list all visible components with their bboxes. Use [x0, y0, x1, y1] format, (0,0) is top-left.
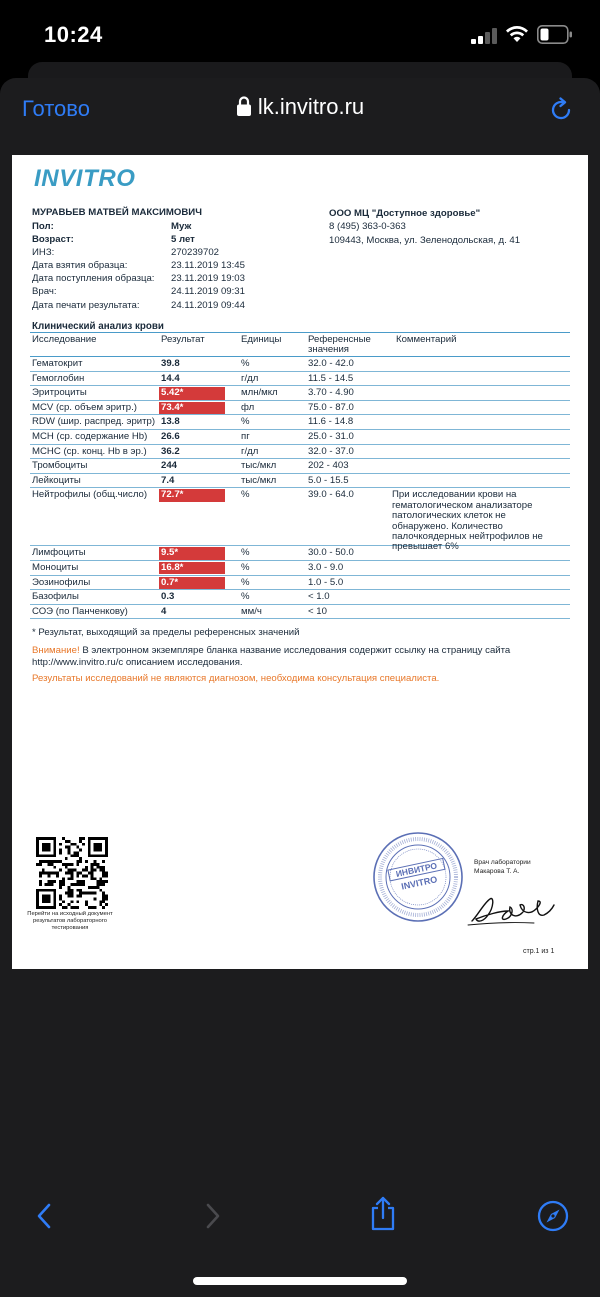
url-text: lk.invitro.ru [257, 94, 365, 119]
test-units: пг [241, 430, 250, 442]
test-result: 26.6 [161, 430, 180, 442]
home-indicator[interactable] [193, 1277, 407, 1285]
test-reference: 3.70 - 4.90 [308, 387, 354, 399]
test-reference: 11.5 - 14.5 [308, 372, 354, 384]
patient-field-label: Врач: [32, 286, 57, 298]
patient-field-label: Дата печати результата: [32, 299, 140, 311]
test-units: мм/ч [241, 605, 262, 617]
test-name[interactable]: Базофилы [32, 591, 79, 603]
table-row [30, 474, 570, 489]
doctor-name: Макарова Т. А. [474, 868, 520, 875]
table-row [30, 415, 570, 430]
test-units: г/дл [241, 445, 259, 457]
test-reference: < 10 [308, 605, 327, 617]
test-reference: 11.6 - 14.8 [308, 416, 354, 428]
patient-field-label: Пол: [32, 221, 54, 232]
wifi-icon [505, 25, 529, 43]
test-result-flagged: 9.5* [159, 547, 225, 560]
table-row [30, 546, 570, 561]
doctor-signature [464, 885, 560, 933]
page-number: стр.1 из 1 [523, 948, 555, 955]
test-units: % [241, 591, 250, 603]
lab-stamp [372, 831, 464, 923]
notice-text: В электронном экземпляре бланка название исследования содержит ссылку на страницу сайта http://www.invitro.ru/с описанием исследования. [32, 645, 511, 668]
test-result: 0.3 [161, 591, 175, 603]
test-result: 244 [161, 460, 178, 472]
test-result: 36.2 [161, 445, 180, 457]
test-units: млн/мкл [241, 387, 278, 399]
table-row [30, 357, 570, 372]
test-name[interactable]: Тромбоциты [32, 460, 88, 472]
invitro-logo: INVITRO [34, 165, 136, 192]
test-units: % [241, 561, 250, 573]
share-icon[interactable] [368, 1196, 398, 1232]
stamp-text-2: INVITRO [400, 874, 439, 892]
lock-icon [236, 95, 252, 117]
test-name[interactable]: Лейкоциты [32, 474, 81, 486]
test-result-flagged: 73.4* [159, 402, 225, 415]
test-units: фл [241, 401, 255, 413]
patient-field-label: ИНЗ: [32, 247, 55, 259]
test-reference: 25.0 - 31.0 [308, 430, 354, 442]
notice-warning: Внимание! [32, 645, 80, 656]
test-result-flagged: 5.42* [159, 387, 225, 400]
test-result: 4 [161, 605, 167, 617]
table-row [30, 401, 570, 416]
test-reference: 5.0 - 15.5 [308, 474, 349, 486]
clinic-phone: 8 (495) 363-0-363 [329, 221, 406, 233]
patient-field-value: 24.11.2019 09:44 [171, 299, 245, 311]
test-name[interactable]: Гематокрит [32, 358, 83, 369]
test-name[interactable]: Гемоглобин [32, 372, 85, 384]
header-reference: Референсные значения [308, 334, 371, 355]
header-units: Единицы [241, 334, 282, 345]
doctor-info [474, 858, 531, 876]
test-reference: < 1.0 [308, 591, 330, 603]
test-result: 14.4 [161, 372, 180, 384]
test-reference: 30.0 - 50.0 [308, 547, 354, 559]
test-units: г/дл [241, 372, 259, 384]
test-name[interactable]: Моноциты [32, 561, 79, 573]
test-reference: 32.0 - 37.0 [308, 445, 354, 457]
test-result-flagged: 16.8* [159, 562, 225, 575]
test-units: % [241, 358, 250, 369]
test-result: 7.4 [161, 474, 175, 486]
test-name[interactable]: RDW (шир. распред. эритр) [32, 416, 156, 428]
test-units: тыс/мкл [241, 474, 277, 486]
forward-icon[interactable] [203, 1202, 223, 1230]
lab-report-page [12, 155, 588, 969]
compass-icon[interactable] [537, 1200, 569, 1232]
table-row [30, 459, 570, 474]
patient-row [32, 299, 302, 312]
test-name[interactable]: MCV (ср. объем эритр.) [32, 401, 137, 413]
qr-code[interactable] [36, 837, 108, 909]
patient-field-value: 23.11.2019 13:45 [171, 260, 245, 272]
doctor-title: Врач лаборатории [474, 859, 531, 866]
test-name[interactable]: Эозинофилы [32, 576, 91, 588]
patient-info [32, 207, 302, 312]
table-row [30, 605, 570, 620]
section-title: Клинический анализ крови [32, 321, 164, 332]
notice [32, 645, 532, 669]
clinic-info [329, 207, 520, 247]
patient-row [32, 272, 302, 285]
test-name[interactable]: Лимфоциты [32, 547, 86, 559]
disclaimer: Результаты исследований не являются диагнозом, необходима консультация специалиста. [32, 673, 440, 684]
table-row [30, 576, 570, 591]
test-name[interactable]: Эритроциты [32, 387, 87, 399]
test-name[interactable]: Нейтрофилы (общ.число) [32, 489, 148, 501]
patient-field-value: 24.11.2019 09:31 [171, 286, 245, 298]
results-table [30, 332, 570, 619]
status-bar [0, 0, 600, 70]
test-name[interactable]: MCH (ср. содержание Hb) [32, 430, 148, 442]
patient-field-value: 270239702 [171, 247, 220, 259]
clinic-address: 109443, Москва, ул. Зеленодольская, д. 41 [329, 234, 521, 246]
test-result: 39.8 [161, 358, 180, 369]
battery-icon [537, 25, 573, 44]
test-units: тыс/мкл [241, 460, 277, 472]
test-reference: 1.0 - 5.0 [308, 576, 344, 588]
done-button[interactable]: Готово [22, 96, 90, 121]
patient-field-value: Муж [171, 221, 192, 232]
test-units: % [241, 547, 250, 559]
back-icon[interactable] [34, 1202, 54, 1230]
header-test: Исследование [32, 334, 97, 345]
table-header [30, 332, 570, 357]
test-comment: При исследовании крови на гематологическом анализаторе патологических клеток не обнаружено. Количество палочкоядерных нейтрофилов не превышает 6% [392, 489, 543, 553]
patient-field-value: 23.11.2019 19:03 [171, 273, 245, 285]
header-result: Результат [161, 334, 205, 345]
table-row [30, 430, 570, 445]
test-name[interactable]: СОЭ (по Панченкову) [32, 605, 128, 617]
patient-field-label: Дата поступления образца: [32, 273, 155, 285]
test-result: 13.8 [161, 416, 180, 428]
table-row [30, 372, 570, 387]
table-row [30, 445, 570, 460]
test-units: % [241, 576, 250, 588]
test-units: % [241, 489, 250, 501]
patient-row [32, 285, 302, 298]
patient-row [32, 220, 302, 233]
test-reference: 32.0 - 42.0 [308, 358, 354, 369]
patient-field-value: 5 лет [171, 234, 195, 246]
test-reference: 39.0 - 64.0 [308, 489, 354, 501]
patient-row [32, 259, 302, 272]
test-reference: 3.0 - 9.0 [308, 561, 344, 573]
footnote: * Результат, выходящий за пределы референсных значений [32, 627, 300, 638]
test-result-flagged: 72.7* [159, 489, 225, 502]
status-time: 10:24 [44, 22, 103, 47]
table-row [30, 386, 570, 401]
patient-row [32, 233, 302, 246]
patient-row [32, 246, 302, 259]
test-reference: 202 - 403 [308, 460, 349, 472]
test-name[interactable]: MCHC (ср. конц. Hb в эр.) [32, 445, 147, 457]
header-comment: Комментарий [396, 334, 457, 345]
patient-field-label: Возраст: [32, 234, 74, 246]
test-units: % [241, 416, 250, 428]
patient-name: МУРАВЬЕВ МАТВЕЙ МАКСИМОВИЧ [32, 207, 202, 218]
table-row [30, 561, 570, 576]
qr-caption: Перейти на исходный документ результатов лабораторного тестирования [27, 911, 113, 931]
test-result-flagged: 0.7* [159, 577, 225, 590]
stamp-text: ИНВИТРО [394, 860, 438, 879]
cellular-signal-icon [471, 28, 497, 44]
clinic-name: ООО МЦ "Доступное здоровье" [329, 208, 481, 219]
table-row [30, 590, 570, 605]
url-bar[interactable] [0, 94, 600, 120]
test-reference: 75.0 - 87.0 [308, 401, 354, 413]
patient-field-label: Дата взятия образца: [32, 260, 128, 272]
reload-icon[interactable] [548, 97, 574, 123]
